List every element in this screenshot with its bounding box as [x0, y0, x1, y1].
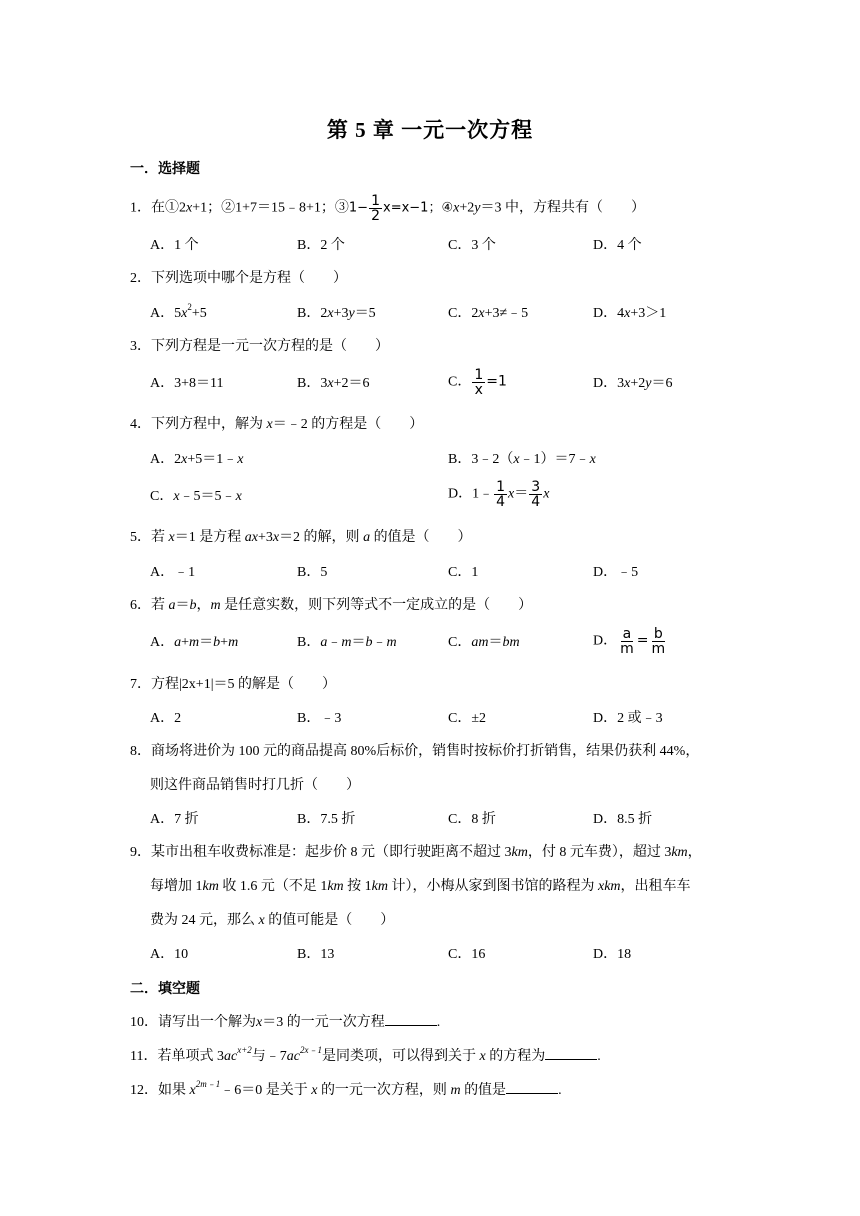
question-9-line-3: 费为 24 元，那么 x 的值可能是（ ）	[150, 913, 395, 928]
q1-option-c: C．3 个	[448, 238, 496, 253]
q7-option-a: A．2	[150, 711, 182, 726]
q2-option-b: B．2x+3y＝5	[297, 306, 376, 321]
q7-option-d: D．2 或﹣3	[593, 711, 663, 726]
q2-option-d: D．4x+3＞1	[593, 306, 667, 321]
q3-option-d: D．3x+2y＝6	[593, 376, 673, 391]
q1-option-d: D．4 个	[593, 238, 642, 253]
q9-option-a: A．10	[150, 947, 189, 962]
q2-option-a: A．$5x^2+5$	[150, 302, 207, 321]
question-7: 7．方程|2x+1|＝5 的解是（ ）	[130, 677, 337, 692]
q7-option-b: B．﹣3	[297, 711, 342, 726]
q8-option-d: D．8.5 折	[593, 812, 653, 827]
question-5: 5．若 x＝1 是方程 ax+3x＝2 的解，则 a 的值是（ ）	[130, 530, 472, 545]
question-9-line-1: 9．某市出租车收费标准是：起步价 8 元（即行驶距离不超过 3km，付 8 元车费），超过 3km，	[130, 845, 702, 860]
question-9-line-2: 每增加 1km 收 1.6 元（不足 1km 按 1km 计），小梅从家到图书馆的路程为 xkm，出租车车	[150, 879, 691, 894]
section-fill: 二．填空题	[130, 982, 200, 997]
q6-option-b: B．a﹣m＝b﹣m	[297, 635, 397, 650]
q5-option-b: B．5	[297, 565, 328, 580]
q4-option-b: B．3﹣2（x﹣1）＝7﹣x	[448, 452, 596, 467]
q8-option-c: C．8 折	[448, 812, 496, 827]
question-2: 2．下列选项中哪个是方程（ ）	[130, 271, 347, 286]
question-8-line-2: 则这件商品销售时打几折（ ）	[150, 778, 360, 793]
q3-option-c: C． $\frac{1}{x}$ =1	[448, 367, 507, 398]
q5-option-c: C．1	[448, 565, 479, 580]
q1-option-a: A．1 个	[150, 238, 199, 253]
question-4: 4．下列方程中，解为 x＝﹣2 的方程是（ ）	[130, 417, 424, 432]
question-10: 10．请写出一个解为x＝3 的一元一次方程 .	[130, 1015, 441, 1030]
q5-option-d: D．﹣5	[593, 565, 639, 580]
q9-option-b: B．13	[297, 947, 335, 962]
question-8-line-1: 8．商场将进价为 100 元的商品提高 80%后标价，销售时按标价打折销售，结果仍获利 44%，	[130, 744, 700, 759]
q4-option-d: D．1﹣ $\frac{1}{4}$ x＝ $\frac{3}{4}$ x	[448, 479, 550, 510]
page-title: 第 5 章 一元一次方程	[326, 118, 534, 142]
question-11: 11．若单项式 $3ac^{x+2}$与$﹣7ac^{2x﹣1}$是同类项，可以得到关于 x 的方程为 .	[130, 1045, 601, 1064]
question-1: 1．在①2x+1；②1+7＝15﹣8+1；③1− $\frac{1}{2}$ x=x−1；④x+2y＝3 中，方程共有（ ）	[130, 193, 645, 224]
q8-option-a: A．7 折	[150, 812, 199, 827]
q7-option-c: C．±2	[448, 711, 487, 726]
q2-option-c: C．2x+3≠﹣5	[448, 306, 529, 321]
question-3: 3．下列方程是一元一次方程的是（ ）	[130, 339, 389, 354]
question-6: 6．若 a＝b，m 是任意实数，则下列等式不一定成立的是（ ）	[130, 598, 533, 613]
q9-option-d: D．18	[593, 947, 632, 962]
q4-option-a: A．2x+5＝1﹣x	[150, 452, 244, 467]
section-choice: 一．选择题	[130, 162, 200, 177]
q3-option-b: B．3x+2＝6	[297, 376, 370, 391]
q8-option-b: B．7.5 折	[297, 812, 356, 827]
q9-option-c: C．16	[448, 947, 486, 962]
answer-blank	[506, 1081, 558, 1094]
question-12: 12．如果 $x^{2m﹣1}﹣6=0$ 是关于 x 的一元一次方程，则 m 的值是 .	[130, 1079, 562, 1098]
q6-option-c: C．am＝bm	[448, 635, 520, 650]
answer-blank	[385, 1013, 437, 1026]
q3-option-a: A．3+8＝11	[150, 376, 224, 391]
q6-option-d: D． $\frac{a}{m}$ = $\frac{b}{m}$	[593, 626, 666, 657]
q4-option-c: C．x﹣5＝5﹣x	[150, 489, 242, 504]
answer-blank	[545, 1047, 597, 1060]
q6-option-a: A．a+m＝b+m	[150, 635, 239, 650]
q5-option-a: A．﹣1	[150, 565, 196, 580]
q1-option-b: B．2 个	[297, 238, 345, 253]
